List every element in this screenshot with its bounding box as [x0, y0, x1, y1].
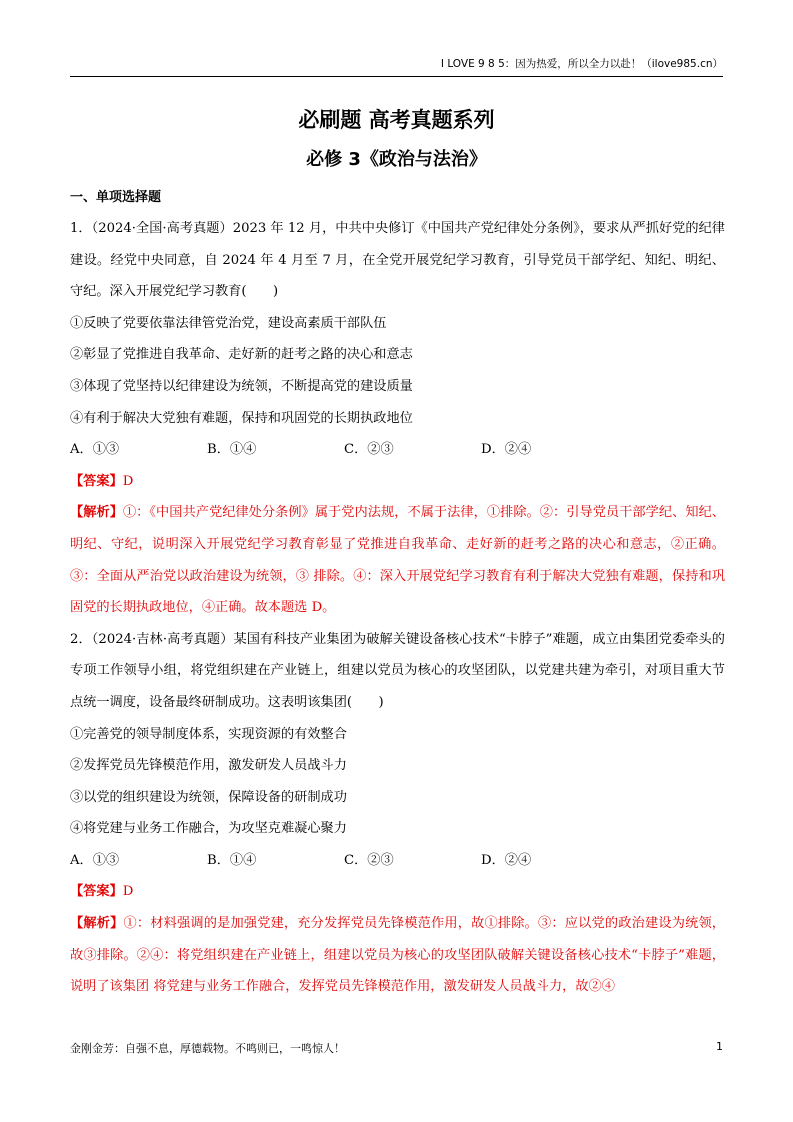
- question-item: ③体现了党坚持以纪律建设为统领，不断提高党的建设质量: [70, 378, 413, 394]
- option-a: A．①③: [70, 442, 120, 458]
- analysis-paragraph: [70, 497, 725, 623]
- option-c: C．②③: [344, 442, 394, 458]
- question-2: [70, 624, 725, 1003]
- analysis-label: 【解析】: [70, 916, 124, 932]
- analysis-text: ①：《中国共产党纪律处分条例》属于党内法规，不属于法律，①排除。②：引导党员干部学纪、知纪、明纪、守纪，说明深入开展党纪学习教育彰显了党推进自我革命、走好新的赶考之路的决心和意志，②正确。③：全面从严治党以政治建设为统领，③ 排除。④：深入开展党纪学习教育有利于解决大党独有难题，保持和巩固党的长期执政地位，④正确。故本题选 D。: [70, 505, 725, 616]
- footer-motto: 金刚金芳：自强不息，厚德载物。不鸣则已，一鸣惊人！: [70, 1042, 345, 1055]
- question-stem: 1．（2024·全国·高考真题）2023 年 12 月，中共中央修订《中国共产党纪律处分条例》，要求从严抓好党的纪律建设。经党中央同意，自 2024 年 4 月至 7 月，在全党开展党纪学习教育，引导党员干部学纪、知纪、明纪、守纪。深入开展党纪学习教育( ): [70, 221, 725, 300]
- option-c: C．②③: [344, 852, 394, 868]
- option-d: D．②④: [481, 852, 532, 868]
- answer-value: D: [122, 884, 134, 900]
- question-stem: 2．（2024·吉林·高考真题）某国有科技产业集团为破解关键设备核心技术“卡脖子”难题，成立由集团党委牵头的专项工作领导小组，将党组织建在产业链上，组建以党员为核心的攻坚团队，以党建共建为牵引，对项目重大节点统一调度，设备最终研制成功。这表明该集团( ): [70, 631, 725, 710]
- analysis-text: ①：材料强调的是加强党建，充分发挥党员先锋模范作用，故①排除。③：应以党的政治建设为统领，故③排除。②④：将党组织建在产业链上，组建以党员为核心的攻坚团队破解关键设备核心技术“卡脖子”难题，说明了该集团 将党建与业务工作融合，发挥党员先锋模范作用，激发研发人员战斗力，故②④: [70, 916, 725, 995]
- option-a: A．①③: [70, 852, 120, 868]
- answer-line: [70, 876, 725, 908]
- header-text: I LOVE 9 8 5：因为热爱，所以全力以赴！（ilove985.cn）: [440, 58, 723, 70]
- question-item: ②发挥党员先锋模范作用，激发研发人员战斗力: [70, 758, 347, 774]
- question-list: [70, 213, 725, 1003]
- analysis-paragraph: [70, 908, 725, 1003]
- option-b: B．①④: [207, 442, 257, 458]
- question-item: ④有利于解决大党独有难题，保持和巩固党的长期执政地位: [70, 410, 413, 426]
- question-item: ③以党的组织建设为统领，保障设备的研制成功: [70, 789, 347, 805]
- question-item: ①反映了党要依靠法律管党治党，建设高素质干部队伍: [70, 315, 387, 331]
- question-item: ④将党建与业务工作融合，为攻坚克难凝心聚力: [70, 821, 347, 837]
- document-title: 必刷题 高考真题系列: [298, 108, 495, 132]
- question-1: [70, 213, 725, 624]
- question-item: ②彰显了党推进自我革命、走好新的赶考之路的决心和意志: [70, 347, 413, 363]
- analysis-label: 【解析】: [70, 505, 123, 521]
- page-footer: [70, 1040, 723, 1056]
- document-subtitle: 必修 3《政治与法治》: [306, 149, 487, 170]
- option-d: D．②④: [481, 442, 532, 458]
- answer-line: [70, 466, 725, 498]
- answer-label: 【答案】: [70, 884, 123, 900]
- section-heading: 一、单项选择题: [70, 190, 162, 205]
- question-item: ①完善党的领导制度体系，实现资源的有效整合: [70, 726, 347, 742]
- page-header: [70, 56, 723, 77]
- answer-options: [70, 434, 725, 466]
- option-b: B．①④: [207, 852, 257, 868]
- page-number: 1: [716, 1040, 723, 1053]
- answer-options: [70, 845, 725, 877]
- answer-value: D: [122, 473, 134, 489]
- answer-label: 【答案】: [70, 473, 123, 489]
